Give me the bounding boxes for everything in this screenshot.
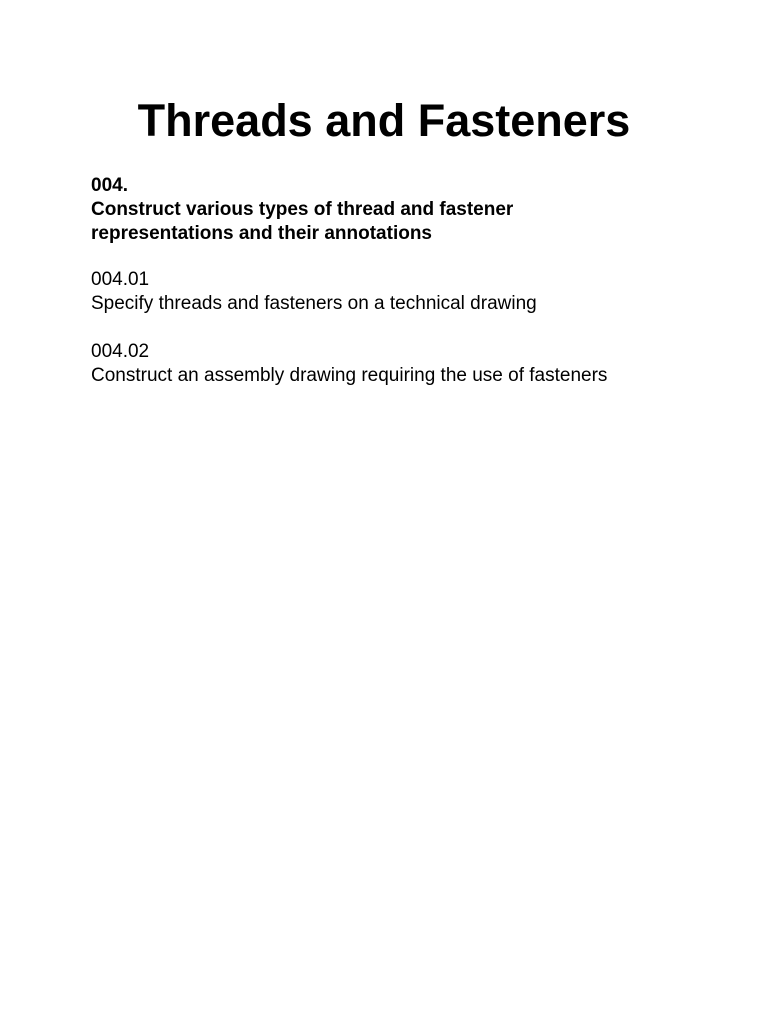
competency-text-line-2: representations and their annotations <box>91 223 432 244</box>
objective-item <box>91 340 731 388</box>
competency-heading <box>91 174 731 246</box>
competency-number: 004. <box>91 175 128 196</box>
objective-item <box>91 268 731 316</box>
page-title: Threads and Fasteners <box>137 95 631 146</box>
objective-text: Specify threads and fasteners on a technical drawing <box>91 293 537 314</box>
objective-number: 004.02 <box>91 341 150 362</box>
objective-text: Construct an assembly drawing requiring the use of fasteners <box>91 365 608 386</box>
competency-text-line-1: Construct various types of thread and fastener <box>91 199 514 220</box>
objective-number: 004.01 <box>91 269 150 290</box>
